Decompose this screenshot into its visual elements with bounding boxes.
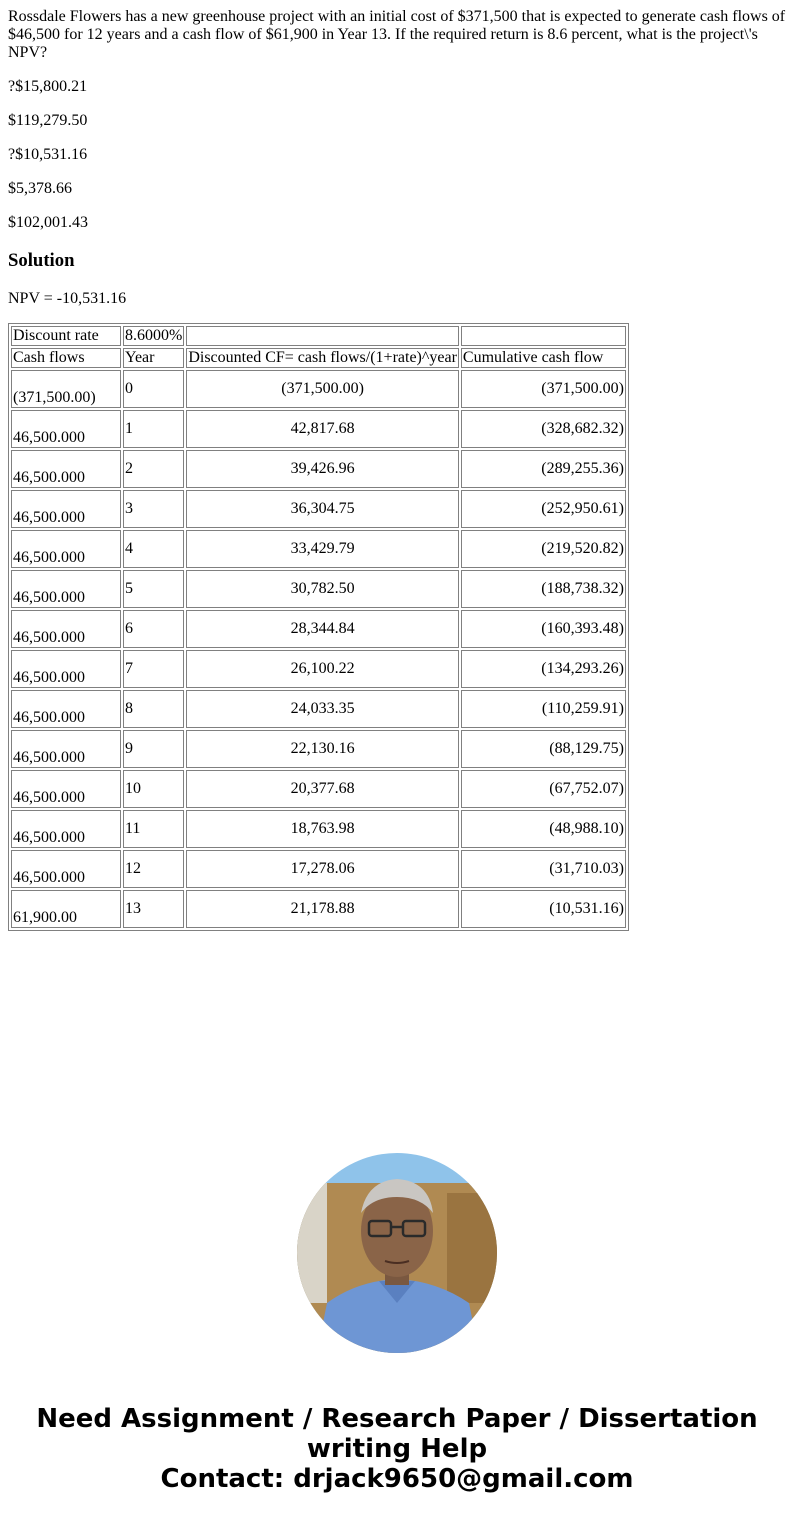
table-row xyxy=(11,410,626,448)
table-row xyxy=(11,370,626,408)
cumulative-cf-cell: (328,682.32) xyxy=(461,410,626,448)
cash-flow-cell: 46,500.000 xyxy=(11,810,121,848)
answer-option: $5,378.66 xyxy=(8,180,72,197)
cash-flow-cell: 46,500.000 xyxy=(11,410,121,448)
year-cell: 10 xyxy=(123,770,184,808)
cash-flow-cell: 46,500.000 xyxy=(11,490,121,528)
promo-line: Need Assignment / Research Paper / Dissertation xyxy=(36,1404,758,1434)
year-cell: 3 xyxy=(123,490,184,528)
year-cell: 8 xyxy=(123,690,184,728)
cumulative-cf-cell: (134,293.26) xyxy=(461,650,626,688)
cash-flow-cell: 46,500.000 xyxy=(11,450,121,488)
cumulative-cf-cell: (10,531.16) xyxy=(461,890,626,928)
cash-flow-cell: 46,500.000 xyxy=(11,570,121,608)
discounted-cf-cell: 26,100.22 xyxy=(186,650,459,688)
portrait-image xyxy=(297,1153,497,1353)
discounted-cf-cell: 21,178.88 xyxy=(186,890,459,928)
year-cell: 13 xyxy=(123,890,184,928)
discounted-cf-cell: 30,782.50 xyxy=(186,570,459,608)
answer-options xyxy=(8,78,786,232)
discounted-cf-cell: 28,344.84 xyxy=(186,610,459,648)
answer-option: ?$10,531.16 xyxy=(8,146,88,163)
year-cell: 2 xyxy=(123,450,184,488)
year-cell: 6 xyxy=(123,610,184,648)
empty-cell xyxy=(186,326,459,346)
discounted-cf-cell: 17,278.06 xyxy=(186,850,459,888)
table-row xyxy=(11,610,626,648)
cash-flow-cell: (371,500.00) xyxy=(11,370,121,408)
table-row xyxy=(11,890,626,928)
table-row xyxy=(11,850,626,888)
answer-option: $102,001.43 xyxy=(8,214,88,231)
discount-rate-row xyxy=(11,326,626,346)
year-cell: 0 xyxy=(123,370,184,408)
discounted-cf-cell: 36,304.75 xyxy=(186,490,459,528)
cumulative-cf-cell: (88,129.75) xyxy=(461,730,626,768)
empty-cell xyxy=(461,326,626,346)
table-row xyxy=(11,650,626,688)
table-row xyxy=(11,530,626,568)
cumulative-cf-cell: (48,988.10) xyxy=(461,810,626,848)
discount-rate-label: Discount rate xyxy=(11,326,121,346)
discounted-cf-cell: 33,429.79 xyxy=(186,530,459,568)
table-header-row xyxy=(11,348,626,368)
cash-flow-cell: 46,500.000 xyxy=(11,650,121,688)
cash-flow-cell: 46,500.000 xyxy=(11,610,121,648)
year-cell: 1 xyxy=(123,410,184,448)
year-cell: 4 xyxy=(123,530,184,568)
cumulative-cf-cell: (371,500.00) xyxy=(461,370,626,408)
year-cell: 12 xyxy=(123,850,184,888)
discounted-cf-cell: 24,033.35 xyxy=(186,690,459,728)
contact-line: Contact: drjack9650@gmail.com xyxy=(160,1464,634,1494)
year-cell: 11 xyxy=(123,810,184,848)
cumulative-cf-cell: (188,738.32) xyxy=(461,570,626,608)
discounted-cf-cell: 39,426.96 xyxy=(186,450,459,488)
cash-flow-cell: 46,500.000 xyxy=(11,690,121,728)
discounted-cf-cell: (371,500.00) xyxy=(186,370,459,408)
discounted-cf-cell: 42,817.68 xyxy=(186,410,459,448)
table-row xyxy=(11,690,626,728)
discounted-cf-cell: 22,130.16 xyxy=(186,730,459,768)
cumulative-cf-cell: (110,259.91) xyxy=(461,690,626,728)
cash-flow-cell: 46,500.000 xyxy=(11,530,121,568)
year-cell: 9 xyxy=(123,730,184,768)
header-cumulative-cf: Cumulative cash flow xyxy=(461,348,626,368)
year-cell: 5 xyxy=(123,570,184,608)
cash-flow-cell: 46,500.000 xyxy=(11,770,121,808)
cumulative-cf-cell: (31,710.03) xyxy=(461,850,626,888)
cash-flow-cell: 46,500.000 xyxy=(11,730,121,768)
header-cash-flows: Cash flows xyxy=(11,348,121,368)
cash-flow-cell: 61,900.00 xyxy=(11,890,121,928)
cumulative-cf-cell: (160,393.48) xyxy=(461,610,626,648)
npv-result: NPV = -10,531.16 xyxy=(8,290,127,307)
year-cell: 7 xyxy=(123,650,184,688)
cumulative-cf-cell: (219,520.82) xyxy=(461,530,626,568)
discount-rate-value: 8.6000% xyxy=(125,327,183,344)
discounted-cf-cell: 18,763.98 xyxy=(186,810,459,848)
table-row xyxy=(11,770,626,808)
solution-heading: Solution xyxy=(8,250,75,271)
table-row xyxy=(11,450,626,488)
promo-footer xyxy=(0,1404,794,1494)
answer-option: $119,279.50 xyxy=(8,112,88,129)
question-text: Rossdale Flowers has a new greenhouse project with an initial cost of $371,500 that is expected to generate cash flows of $46,500 for 12 years and a cash flow of $61,900 in Year 13. If the required return is 8.6 percent, what is the project\'s NPV? xyxy=(8,8,786,61)
table-row xyxy=(11,490,626,528)
header-discounted-cf: Discounted CF= cash flows/(1+rate)^year xyxy=(188,349,457,366)
cumulative-cf-cell: (289,255.36) xyxy=(461,450,626,488)
cash-flow-cell: 46,500.000 xyxy=(11,850,121,888)
header-year: Year xyxy=(123,348,184,368)
table-row xyxy=(11,730,626,768)
answer-option: ?$15,800.21 xyxy=(8,78,88,95)
discounted-cf-cell: 20,377.68 xyxy=(186,770,459,808)
cumulative-cf-cell: (67,752.07) xyxy=(461,770,626,808)
author-avatar xyxy=(297,1153,497,1353)
promo-line: writing Help xyxy=(306,1434,488,1464)
npv-table xyxy=(8,323,629,931)
table-row xyxy=(11,810,626,848)
table-row xyxy=(11,570,626,608)
cumulative-cf-cell: (252,950.61) xyxy=(461,490,626,528)
